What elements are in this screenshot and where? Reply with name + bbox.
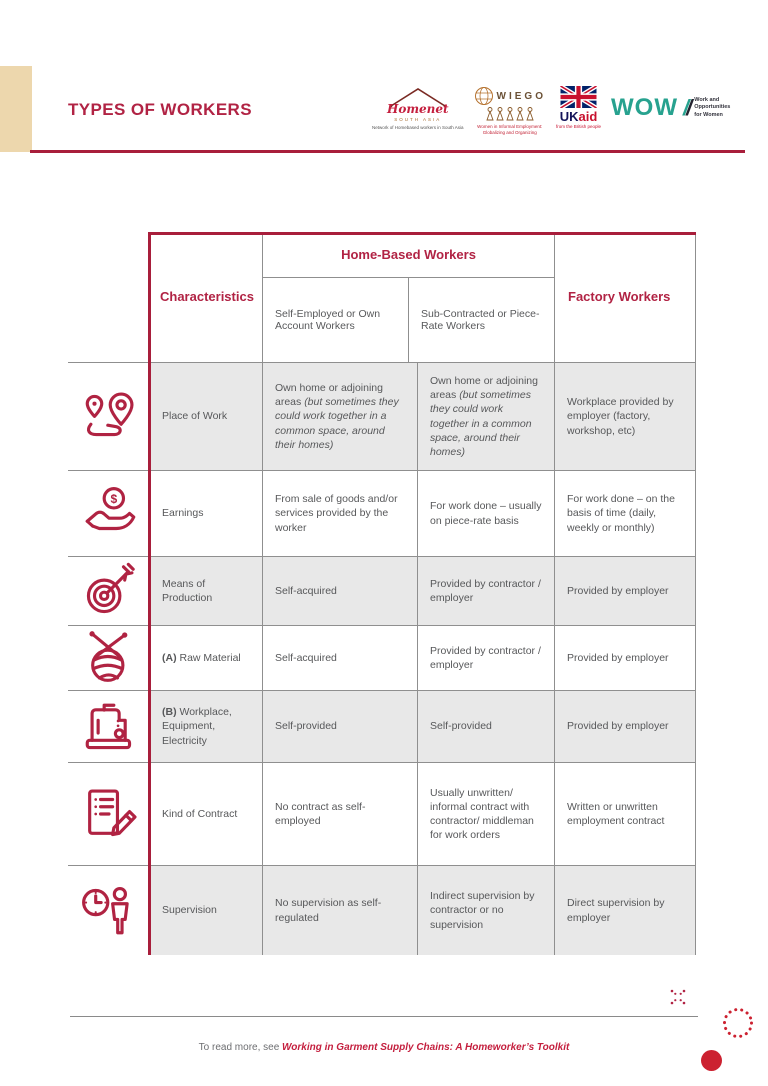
column-header-sub-contracted: Sub-Contracted or Piece-Rate Workers <box>408 278 554 362</box>
dotted-x-ornament-icon <box>669 988 687 1006</box>
row-icon-cell <box>68 556 150 625</box>
cell-place-self-employed: Own home or adjoining areas (but sometimes they could work together in a common space, around their homes) <box>262 362 417 470</box>
row-icon-cell <box>68 625 150 690</box>
dotted-circle-ornament-icon <box>720 1005 756 1041</box>
ukaid-logo <box>556 86 601 129</box>
cell-earnings-self-employed: From sale of goods and/or services provided by the worker <box>262 470 417 556</box>
target-dart-icon <box>80 562 138 620</box>
location-pins-icon <box>80 388 138 446</box>
read-more-prefix: To read more, see <box>198 1042 283 1053</box>
characteristic-earnings: Earnings <box>150 470 262 556</box>
cell-contract-sub-contracted: Usually unwritten/ informal contract with contractor/ middleman for work orders <box>417 762 554 865</box>
wow-wordmark: WOW <box>611 94 679 121</box>
column-header-characteristics: Characteristics <box>150 232 262 362</box>
wiego-figures-icon <box>484 106 536 122</box>
row-icon-cell <box>68 865 150 955</box>
svg-text:$: $ <box>110 491 118 506</box>
uk-flag-icon <box>560 86 597 108</box>
cell-supervision-sub-contracted: Indirect supervision by contractor or no supervision <box>417 865 554 955</box>
red-dot-ornament <box>701 1050 722 1071</box>
beige-accent-block <box>0 66 32 152</box>
cell-workplace-sub-contracted: Self-provided <box>417 690 554 762</box>
cell-place-sub-contracted: Own home or adjoining areas (but sometimes they could work together in a common space, around their homes) <box>417 362 554 470</box>
toolkit-link[interactable]: Working in Garment Supply Chains: A Homeworker’s Toolkit <box>282 1042 570 1053</box>
wow-tagline: Work and Opportunities for Women <box>694 96 731 118</box>
cell-supervision-factory: Direct supervision by employer <box>554 865 696 955</box>
cell-raw-material-self-employed: Self-acquired <box>262 625 417 690</box>
column-header-factory: Factory Workers <box>554 232 696 362</box>
characteristic-kind-of-contract: Kind of Contract <box>150 762 262 865</box>
cell-workplace-factory: Provided by employer <box>554 690 696 762</box>
row-icon-cell <box>68 362 150 470</box>
read-more-note <box>0 1042 768 1053</box>
cell-contract-factory: Written or unwritten employment contract <box>554 762 696 865</box>
cell-raw-material-sub-contracted: Provided by contractor / employer <box>417 625 554 690</box>
homenet-subtitle: SOUTH ASIA <box>394 117 442 122</box>
cell-contract-self-employed: No contract as self-employed <box>262 762 417 865</box>
types-of-workers-table <box>68 232 696 955</box>
footer-divider <box>70 1016 698 1017</box>
wiego-wordmark: WIEGO <box>496 90 546 102</box>
column-header-home-based: Home-Based Workers <box>263 232 554 278</box>
wow-slashes: // <box>683 95 690 120</box>
ukaid-wordmark: UKaid <box>559 109 598 124</box>
cell-place-factory: Workplace provided by employer (factory, workshop, etc) <box>554 362 696 470</box>
wiego-tagline-2: Globalizing and Organizing <box>482 129 537 135</box>
table-red-left-border <box>148 232 151 955</box>
characteristic-workplace-equipment: (B) Workplace, Equipment, Electricity <box>150 690 262 762</box>
cell-raw-material-factory: Provided by employer <box>554 625 696 690</box>
logo-strip <box>372 86 730 142</box>
cell-workplace-self-employed: Self-provided <box>262 690 417 762</box>
cell-means-sub-contracted: Provided by contractor / employer <box>417 556 554 625</box>
contract-pencil-icon <box>80 785 138 843</box>
cell-means-factory: Provided by employer <box>554 556 696 625</box>
ukaid-tagline: from the British people <box>556 124 602 129</box>
home-based-workers-group <box>262 232 554 362</box>
page-title: TYPES OF WORKERS <box>68 100 252 119</box>
cell-means-self-employed: Self-acquired <box>262 556 417 625</box>
homenet-wordmark: Homenet <box>386 102 449 116</box>
cell-earnings-factory: For work done – on the basis of time (daily, weekly or monthly) <box>554 470 696 556</box>
sewing-machine-icon <box>80 698 138 756</box>
wiego-globe-icon <box>474 86 494 106</box>
characteristic-means-of-production: Means of Production <box>150 556 262 625</box>
wiego-logo <box>474 86 546 136</box>
characteristic-raw-material: (A) Raw Material <box>150 625 262 690</box>
hand-coin-icon <box>80 485 138 543</box>
column-header-self-employed: Self-Employed or Own Account Workers <box>275 308 381 332</box>
wiego-tagline-1: Women in Informal Employment: <box>477 124 543 129</box>
header-icon-spacer <box>68 232 150 362</box>
header-divider <box>30 150 745 153</box>
row-icon-cell <box>68 762 150 865</box>
wow-logo <box>611 96 730 120</box>
cell-supervision-self-employed: No supervision as self-regulated <box>262 865 417 955</box>
table-red-top-border <box>148 232 696 235</box>
clock-person-icon <box>80 882 138 940</box>
characteristic-supervision: Supervision <box>150 865 262 955</box>
characteristic-place-of-work: Place of Work <box>150 362 262 470</box>
homenet-logo <box>372 86 464 130</box>
row-icon-cell <box>68 690 150 762</box>
row-icon-cell <box>68 470 150 556</box>
yarn-needles-icon <box>80 629 138 687</box>
homenet-tagline: Network of Homebased workers in South Asia <box>372 125 464 130</box>
cell-earnings-sub-contracted: For work done – usually on piece-rate basis <box>417 470 554 556</box>
